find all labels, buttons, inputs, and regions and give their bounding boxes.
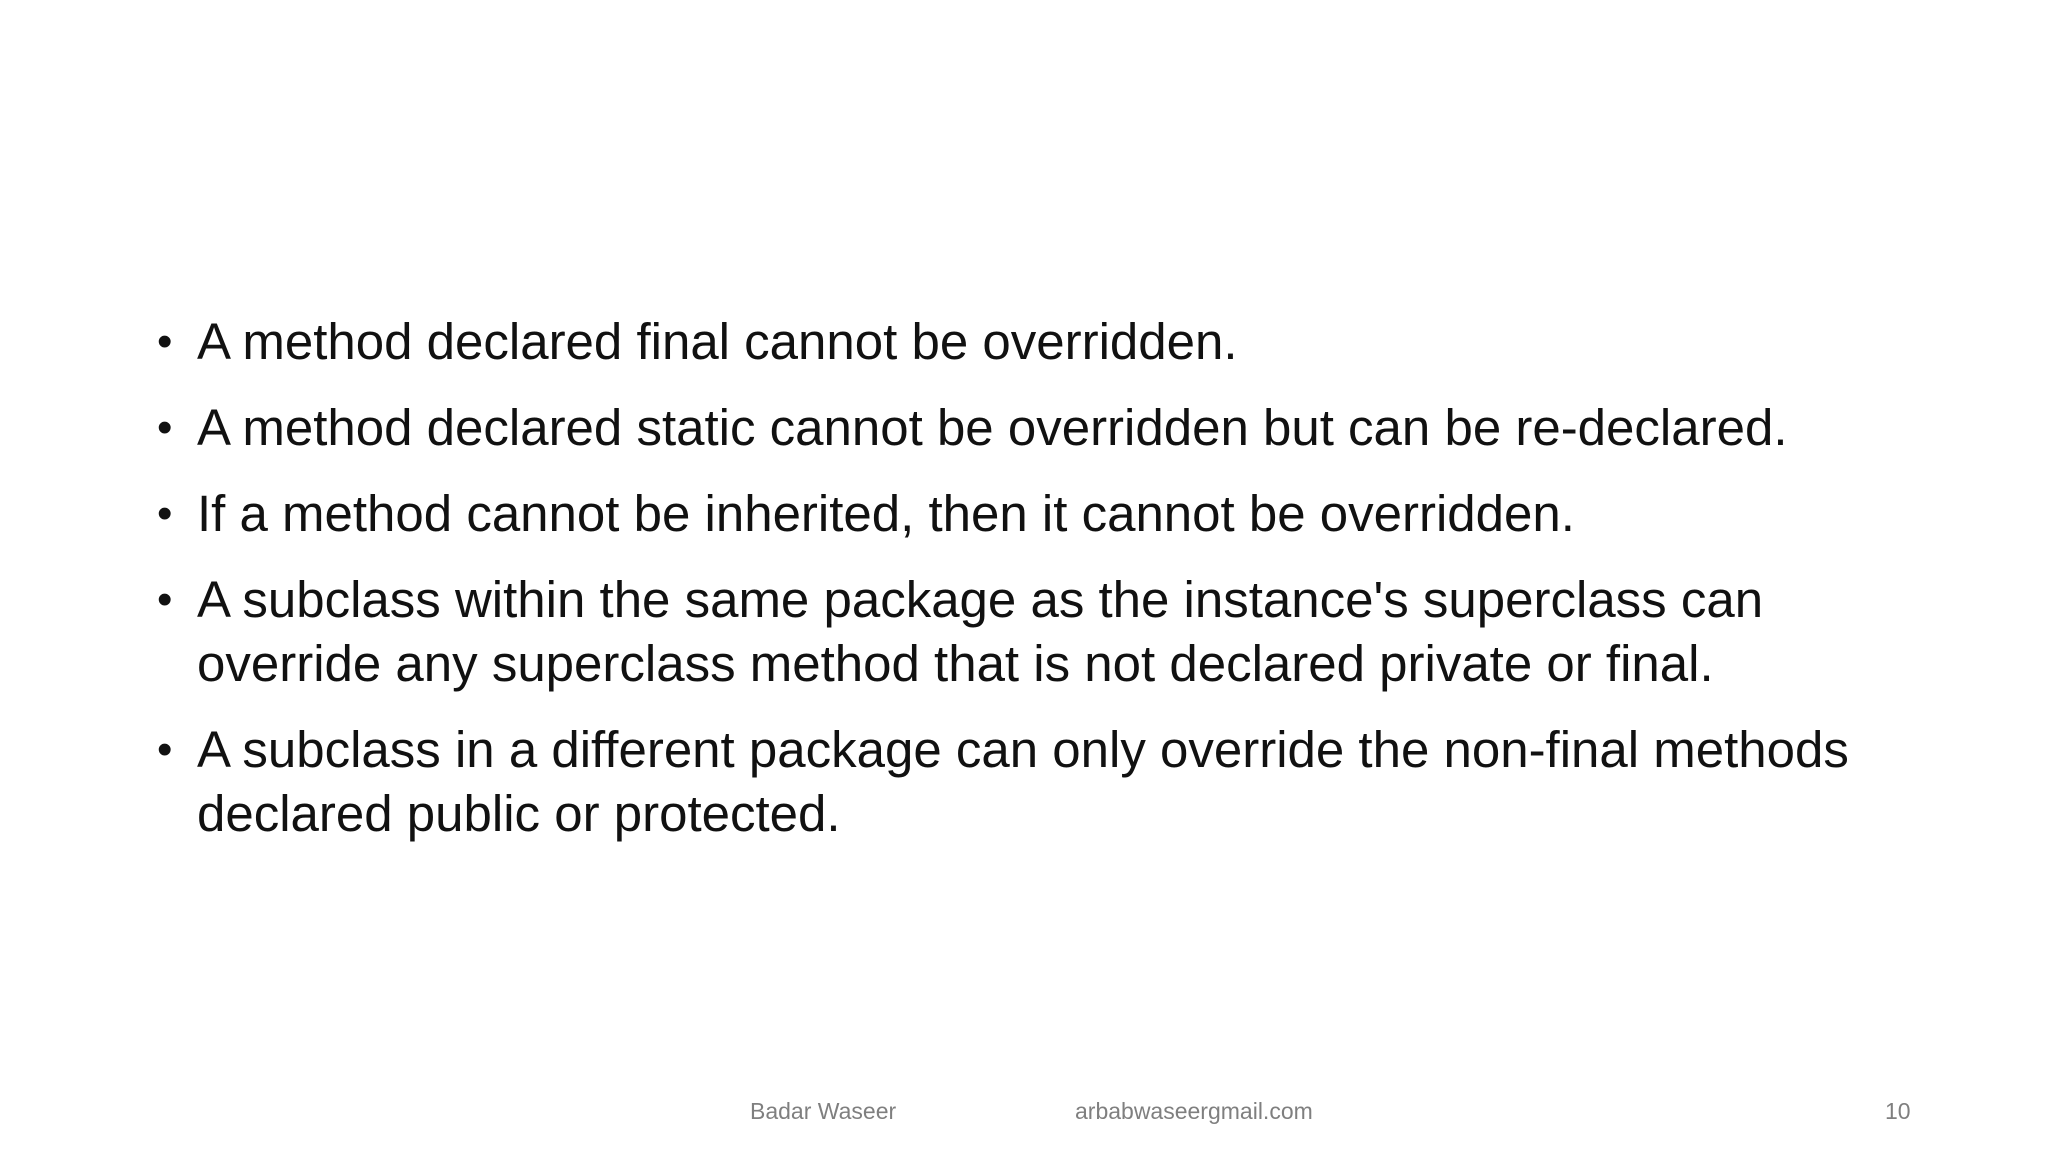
bullet-dot-icon: • [157, 489, 173, 538]
bullet-text: If a method cannot be inherited, then it cannot be overridden. [197, 485, 1575, 542]
bullet-item [155, 396, 1915, 460]
bullet-list [155, 310, 1915, 846]
bullet-item [155, 718, 1915, 846]
footer-author: Badar Waseer [750, 1098, 897, 1124]
slide-number: 10 [1885, 1098, 1911, 1124]
bullet-text: A subclass within the same package as the instance's superclass can override any superclass method that is not declared private or final. [197, 571, 1764, 692]
bullet-text: A method declared static cannot be overridden but can be re-declared. [197, 399, 1788, 456]
slide-body [155, 310, 1915, 868]
bullet-item [155, 568, 1915, 696]
bullet-text: A subclass in a different package can only override the non-final methods declared public or protected. [197, 721, 1849, 842]
bullet-dot-icon: • [157, 403, 173, 452]
bullet-text: A method declared final cannot be overridden. [197, 313, 1238, 370]
bullet-dot-icon: • [157, 575, 173, 624]
bullet-dot-icon: • [157, 317, 173, 366]
bullet-item [155, 482, 1915, 546]
bullet-item [155, 310, 1915, 374]
footer-email: arbabwaseergmail.com [1075, 1098, 1313, 1124]
bullet-dot-icon: • [157, 725, 173, 774]
